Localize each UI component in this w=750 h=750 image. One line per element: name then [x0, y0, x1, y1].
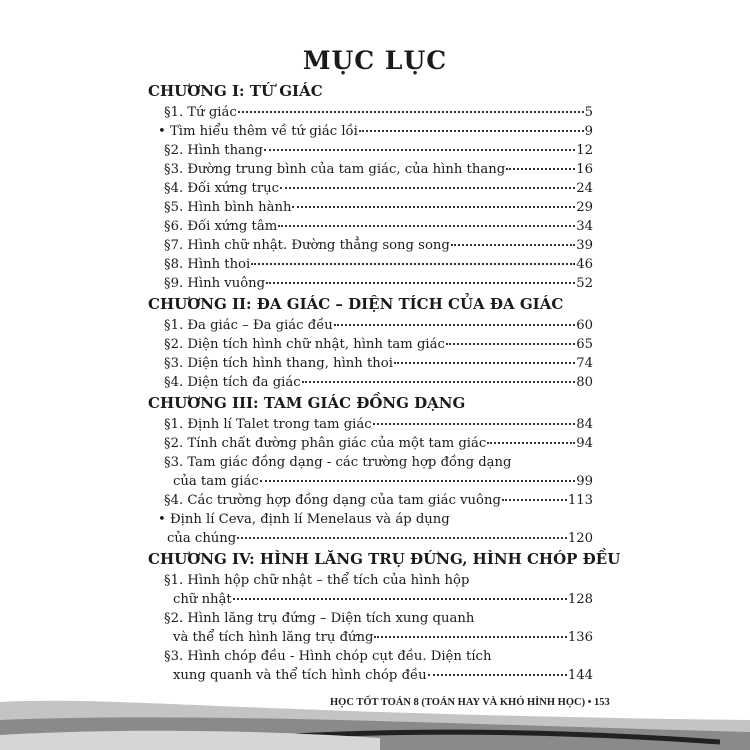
entry-title: xung quanh và thể tích hình chóp đều — [173, 668, 427, 683]
dot-leader — [374, 636, 566, 638]
entry-page-number: 84 — [576, 417, 593, 432]
dot-leader — [264, 149, 575, 151]
entry-title: §1. Hình hộp chữ nhật – thể tích của hình hộp — [164, 573, 470, 588]
dot-leader — [278, 225, 575, 227]
page-number: 153 — [594, 697, 610, 708]
toc-entry[interactable] — [148, 141, 593, 160]
toc-entry[interactable] — [148, 647, 593, 685]
entry-title: • Tìm hiểu thêm về tứ giác lồi — [158, 124, 358, 139]
toc-entry[interactable] — [148, 255, 593, 274]
chapter-heading[interactable]: CHƯƠNG III: TAM GIÁC ĐỒNG DẠNG — [148, 394, 466, 412]
toc-entry[interactable] — [148, 354, 593, 373]
entry-title: §5. Hình bình hành — [164, 200, 292, 215]
entry-page-number: 52 — [576, 276, 593, 291]
entry-page-number: 144 — [567, 668, 593, 683]
dot-leader — [373, 423, 576, 425]
toc-entry[interactable] — [148, 236, 593, 255]
entry-page-number: 60 — [576, 318, 593, 333]
entry-page-number: 9 — [584, 124, 593, 139]
toc-entry[interactable] — [148, 274, 593, 293]
entry-title: §9. Hình vuông — [164, 276, 266, 291]
entry-page-number: 46 — [576, 257, 593, 272]
entry-title: §1. Tứ giác — [164, 105, 237, 120]
entry-title: §7. Hình chữ nhật. Đường thẳng song song — [164, 238, 450, 253]
dot-leader — [280, 187, 575, 189]
entry-title: chữ nhật — [173, 592, 232, 607]
dot-leader — [292, 206, 575, 208]
table-of-contents — [148, 80, 621, 685]
entry-title: §4. Các trường hợp đồng dạng của tam giác vuông — [164, 493, 501, 508]
entry-title: của chúng — [167, 531, 237, 546]
entry-title: • Định lí Ceva, định lí Menelaus và áp dụng — [158, 512, 450, 527]
dot-leader — [266, 282, 575, 284]
entry-page-number: 74 — [576, 356, 593, 371]
entry-title: §2. Hình thang — [164, 143, 263, 158]
entry-page-number: 128 — [567, 592, 593, 607]
entry-page-number: 12 — [576, 143, 593, 158]
entry-title: §3. Đường trung bình của tam giác, của hình thang — [164, 162, 506, 177]
dot-leader — [251, 263, 575, 265]
entry-title: §4. Diện tích đa giác — [164, 375, 301, 390]
entry-title: §2. Hình lăng trụ đứng – Diện tích xung quanh — [164, 611, 475, 626]
chapter-heading[interactable]: CHƯƠNG IV: HÌNH LĂNG TRỤ ĐỨNG, HÌNH CHÓP ĐỀU — [148, 550, 621, 568]
entry-page-number: 99 — [576, 474, 593, 489]
page-title: MỤC LỤC — [302, 46, 448, 75]
toc-entry[interactable] — [148, 198, 593, 217]
entry-page-number: 29 — [576, 200, 593, 215]
toc-entry[interactable] — [148, 415, 593, 434]
toc-entry[interactable] — [148, 316, 593, 335]
toc-entry[interactable] — [148, 609, 593, 647]
dot-leader — [334, 324, 575, 326]
dot-leader — [502, 499, 567, 501]
entry-page-number: 136 — [567, 630, 593, 645]
entry-title: của tam giác — [173, 474, 259, 489]
entry-page-number: 113 — [567, 493, 593, 508]
entry-title: §8. Hình thoi — [164, 257, 251, 272]
dot-leader — [451, 244, 575, 246]
entry-title: §3. Hình chóp đều - Hình chóp cụt đều. Diện tích — [164, 649, 492, 664]
toc-entry[interactable] — [148, 434, 593, 453]
entry-title: §3. Diện tích hình thang, hình thoi — [164, 356, 393, 371]
toc-entry[interactable] — [148, 491, 593, 510]
entry-page-number: 24 — [576, 181, 593, 196]
dot-leader — [359, 130, 584, 132]
entry-title: §2. Diện tích hình chữ nhật, hình tam giác — [164, 337, 445, 352]
dot-leader — [394, 362, 575, 364]
toc-entry[interactable] — [148, 510, 593, 548]
chapter-heading[interactable]: CHƯƠNG II: ĐA GIÁC – DIỆN TÍCH CỦA ĐA GIÁC — [148, 295, 564, 313]
entry-page-number: 65 — [576, 337, 593, 352]
entry-page-number: 39 — [576, 238, 593, 253]
dot-leader — [233, 598, 567, 600]
entry-page-number: 34 — [576, 219, 593, 234]
toc-entry[interactable] — [148, 335, 593, 354]
dot-leader — [487, 442, 575, 444]
dot-leader — [446, 343, 575, 345]
toc-entry[interactable] — [148, 103, 593, 122]
toc-entry[interactable] — [148, 160, 593, 179]
dot-leader — [302, 381, 576, 383]
entry-title: §4. Đối xứng trục — [164, 181, 280, 196]
chapter-heading[interactable]: CHƯƠNG I: TỨ GIÁC — [148, 82, 323, 100]
toc-entry[interactable] — [148, 122, 593, 141]
entry-page-number: 94 — [576, 436, 593, 451]
dot-leader — [506, 168, 575, 170]
page-footer — [330, 697, 610, 709]
dot-leader — [237, 537, 567, 539]
entry-page-number: 80 — [576, 375, 593, 390]
dot-leader — [428, 674, 567, 676]
entry-title: §1. Đa giác – Đa giác đều — [164, 318, 333, 333]
entry-title: §1. Định lí Talet trong tam giác — [164, 417, 372, 432]
entry-title: §2. Tính chất đường phân giác của một tam giác — [164, 436, 487, 451]
footer-separator: • — [587, 697, 592, 708]
entry-page-number: 5 — [584, 105, 593, 120]
entry-title: §6. Đối xứng tâm — [164, 219, 278, 234]
book-title: HỌC TỐT TOÁN 8 (TOÁN HAY VÀ KHÓ HÌNH HỌC) — [330, 697, 586, 708]
entry-page-number: 16 — [576, 162, 593, 177]
toc-entry[interactable] — [148, 217, 593, 236]
toc-entry[interactable] — [148, 373, 593, 392]
dot-leader — [260, 480, 576, 482]
entry-title: và thể tích hình lăng trụ đứng — [173, 630, 374, 645]
entry-page-number: 120 — [567, 531, 593, 546]
toc-entry[interactable] — [148, 453, 593, 491]
entry-title: §3. Tam giác đồng dạng - các trường hợp đồng dạng — [164, 455, 512, 470]
toc-entry[interactable] — [148, 571, 593, 609]
dot-leader — [238, 111, 584, 113]
toc-entry[interactable] — [148, 179, 593, 198]
